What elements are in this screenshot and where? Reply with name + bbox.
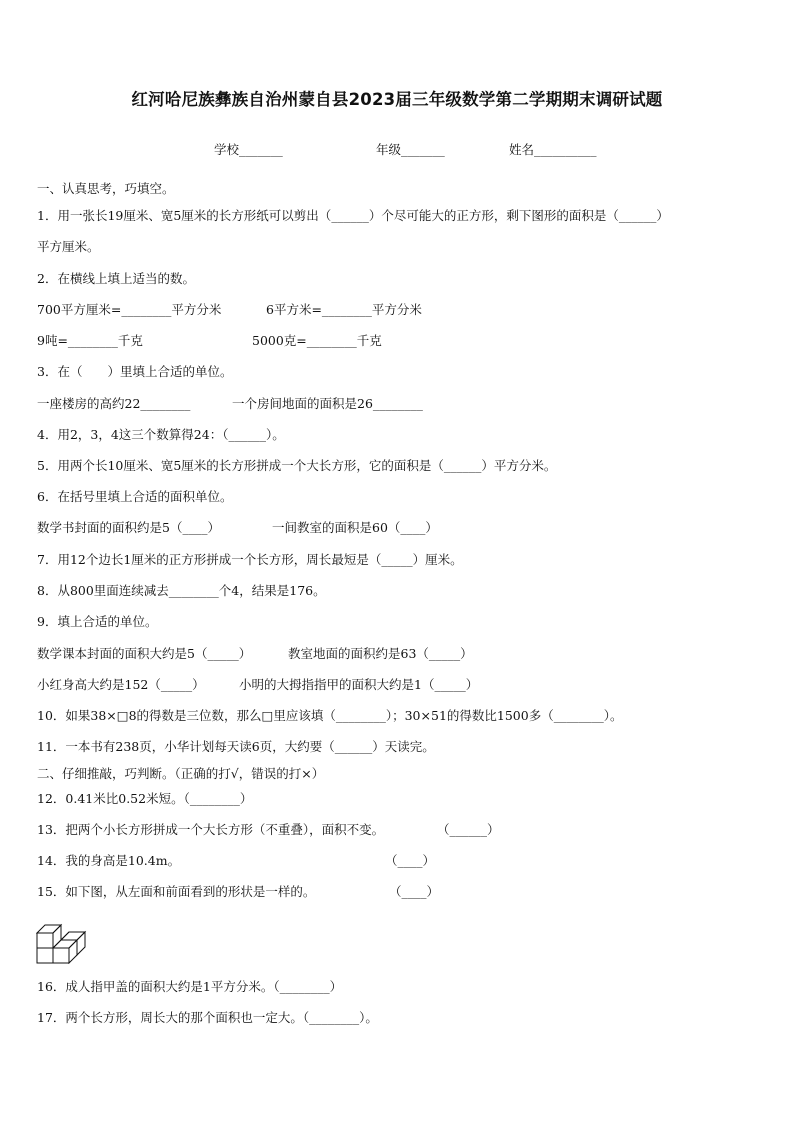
- question-2-item-c: 9吨=________千克: [37, 333, 143, 348]
- question-6-item-a: 数学书封面的面积约是5（____）: [37, 520, 220, 535]
- school-label: 学校: [214, 142, 240, 157]
- question-13-answer: （______）: [437, 822, 500, 837]
- question-9: 9．填上合适的单位。: [37, 614, 158, 629]
- question-3: 3．在（ ）里填上合适的单位。: [37, 364, 233, 379]
- question-1-continued: 平方厘米。: [37, 239, 100, 254]
- question-9-item-c: 小红身高大约是152（_____）: [37, 677, 205, 692]
- question-15: 15．如下图，从左面和前面看到的形状是一样的。: [37, 884, 316, 899]
- question-9-item-d: 小明的大拇指指甲的面积大约是1（_____）: [239, 677, 479, 692]
- question-5: 5．用两个长10厘米、宽5厘米的长方形拼成一个大长方形，它的面积是（______）平方分米。: [37, 458, 557, 473]
- question-2-item-a: 700平方厘米=________平方分米: [37, 302, 222, 317]
- question-6-item-b: 一间教室的面积是60（____）: [272, 520, 438, 535]
- grade-field: [376, 140, 445, 158]
- question-7: 7．用12个边长1厘米的正方形拼成一个长方形，周长最短是（_____）厘米。: [37, 552, 463, 567]
- section-2-heading: 二、仔细推敲，巧判断。（正确的打√，错误的打×）: [37, 766, 325, 781]
- question-4: 4．用2，3，4这三个数算得24：（______）。: [37, 427, 285, 442]
- question-10: 10．如果38×□8的得数是三位数，那么□里应该填（________）；30×51的得数比1500多（________）。: [37, 708, 623, 723]
- question-15-answer: （____）: [389, 884, 440, 899]
- school-blank: _______: [239, 142, 283, 157]
- question-13: 13．把两个小长方形拼成一个大长方形（不重叠），面积不变。: [37, 822, 385, 837]
- question-3-item-a: 一座楼房的高约22________: [37, 396, 191, 411]
- cube-front-bottom-left: [37, 948, 53, 963]
- question-3-item-b: 一个房间地面的面积是26________: [232, 396, 423, 411]
- question-11: 11．一本书有238页，小华计划每天读6页，大约要（______）天读完。: [37, 739, 435, 754]
- page-title: 红河哈尼族彝族自治州蒙自县2023届三年级数学第二学期期末调研试题: [131, 90, 663, 109]
- question-2-item-b: 6平方米=________平方分米: [266, 302, 422, 317]
- question-17: 17．两个长方形，周长大的那个面积也一定大。（________）。: [37, 1010, 378, 1025]
- section-1-heading: 一、认真思考，巧填空。: [37, 181, 175, 196]
- school-field: [214, 140, 283, 158]
- question-1: 1．用一张长19厘米、宽5厘米的长方形纸可以剪出（______）个尽可能大的正方形，剩下图形的面积是（______）: [37, 208, 669, 223]
- name-label: 姓名: [509, 142, 535, 157]
- question-2-item-d: 5000克=________千克: [252, 333, 382, 348]
- name-field: [509, 140, 597, 158]
- question-16: 16．成人指甲盖的面积大约是1平方分米。（________）: [37, 979, 343, 994]
- cube-stack-figure: [36, 914, 90, 964]
- cube-front-top-left: [37, 933, 53, 948]
- question-12: 12．0.41米比0.52米短。（________）: [37, 791, 253, 806]
- cube-front-bottom-right: [53, 948, 69, 963]
- question-14-answer: （____）: [385, 853, 436, 868]
- question-2: 2．在横线上填上适当的数。: [37, 271, 195, 286]
- question-8: 8．从800里面连续减去________个4，结果是176。: [37, 583, 326, 598]
- grade-label: 年级: [376, 142, 402, 157]
- name-blank: __________: [534, 142, 597, 157]
- cube-right-face-lower: [69, 940, 77, 963]
- question-9-item-a: 数学课本封面的面积大约是5（_____）: [37, 646, 252, 661]
- question-6: 6．在括号里填上合适的面积单位。: [37, 489, 233, 504]
- question-9-item-b: 教室地面的面积约是63（_____）: [288, 646, 473, 661]
- question-14: 14．我的身高是10.4m。: [37, 853, 181, 868]
- grade-blank: _______: [401, 142, 445, 157]
